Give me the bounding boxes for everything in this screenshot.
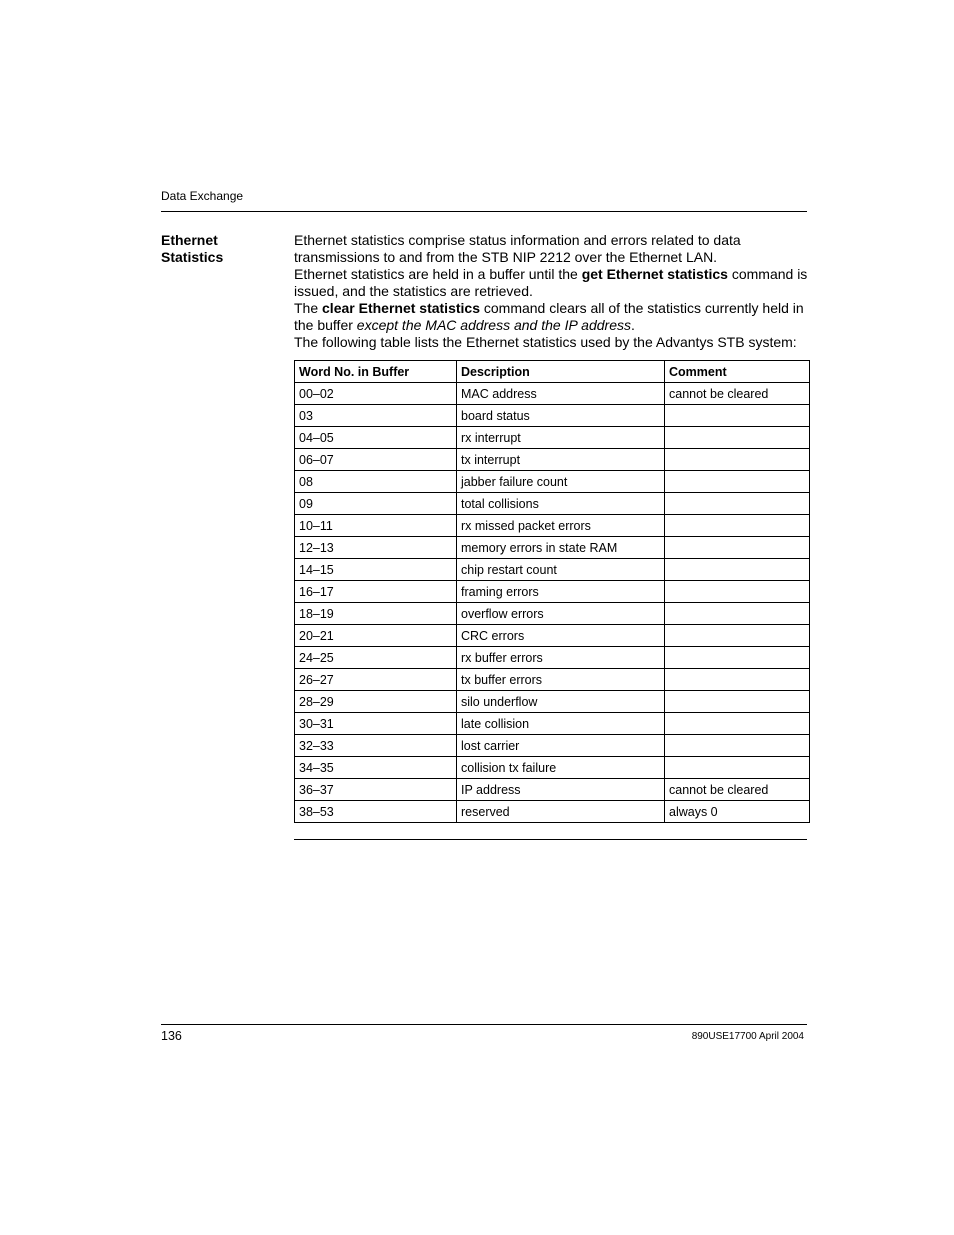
ethernet-statistics-table	[294, 360, 810, 823]
cell-comment: cannot be cleared	[665, 383, 810, 405]
table-row	[295, 427, 810, 449]
cell-comment	[665, 427, 810, 449]
column-header-description: Description	[457, 361, 665, 383]
cell-comment	[665, 603, 810, 625]
cell-description: framing errors	[457, 581, 665, 603]
table-row	[295, 757, 810, 779]
table-row	[295, 625, 810, 647]
table-row	[295, 713, 810, 735]
cell-word-no: 24–25	[295, 647, 457, 669]
table-row	[295, 779, 810, 801]
table-row	[295, 559, 810, 581]
table-row	[295, 449, 810, 471]
column-header-comment: Comment	[665, 361, 810, 383]
cell-word-no: 14–15	[295, 559, 457, 581]
cell-word-no: 28–29	[295, 691, 457, 713]
body-text	[294, 232, 809, 351]
section-heading	[161, 232, 281, 266]
paragraph-3-text-b: command clears all of the statistics currently held in the buffer	[294, 300, 804, 333]
cell-word-no: 16–17	[295, 581, 457, 603]
cell-word-no: 08	[295, 471, 457, 493]
table-row	[295, 581, 810, 603]
cell-description: reserved	[457, 801, 665, 823]
cell-comment	[665, 757, 810, 779]
paragraph-3	[294, 300, 809, 334]
cell-comment	[665, 537, 810, 559]
cell-description: overflow errors	[457, 603, 665, 625]
cell-description: rx interrupt	[457, 427, 665, 449]
cell-word-no: 00–02	[295, 383, 457, 405]
cell-comment: always 0	[665, 801, 810, 823]
cell-comment	[665, 581, 810, 603]
document-reference: 890USE17700 April 2004	[691, 1031, 804, 1042]
cell-description: collision tx failure	[457, 757, 665, 779]
cell-comment	[665, 493, 810, 515]
cell-description: chip restart count	[457, 559, 665, 581]
cell-comment	[665, 471, 810, 493]
table-row	[295, 493, 810, 515]
paragraph-4: The following table lists the Ethernet statistics used by the Advantys STB system:	[294, 334, 797, 350]
table-row	[295, 603, 810, 625]
table-row	[295, 405, 810, 427]
cell-description: lost carrier	[457, 735, 665, 757]
cell-word-no: 34–35	[295, 757, 457, 779]
paragraph-3-text-c: .	[631, 317, 635, 333]
cell-description: rx missed packet errors	[457, 515, 665, 537]
paragraph-1: Ethernet statistics comprise status information and errors related to data transmissions to and from the STB NIP 2212 over the Ethernet LAN.	[294, 232, 741, 265]
cell-word-no: 20–21	[295, 625, 457, 647]
table-row	[295, 471, 810, 493]
cell-description: jabber failure count	[457, 471, 665, 493]
command-get-ethernet-statistics: get Ethernet statistics	[581, 266, 728, 282]
table-body	[295, 383, 810, 823]
cell-word-no: 30–31	[295, 713, 457, 735]
cell-description: late collision	[457, 713, 665, 735]
paragraph-2	[294, 266, 809, 300]
table-row	[295, 669, 810, 691]
paragraph-2-text-a: Ethernet statistics are held in a buffer until the	[294, 266, 582, 282]
cell-comment	[665, 735, 810, 757]
cell-word-no: 10–11	[295, 515, 457, 537]
cell-description: total collisions	[457, 493, 665, 515]
cell-word-no: 04–05	[295, 427, 457, 449]
cell-comment	[665, 559, 810, 581]
cell-comment	[665, 647, 810, 669]
cell-description: MAC address	[457, 383, 665, 405]
section-end-rule	[294, 839, 807, 840]
cell-word-no: 09	[295, 493, 457, 515]
table-row	[295, 735, 810, 757]
cell-word-no: 06–07	[295, 449, 457, 471]
table-row	[295, 383, 810, 405]
cell-description: CRC errors	[457, 625, 665, 647]
table-row	[295, 515, 810, 537]
cell-description: tx interrupt	[457, 449, 665, 471]
cell-description: tx buffer errors	[457, 669, 665, 691]
cell-word-no: 18–19	[295, 603, 457, 625]
cell-comment	[665, 713, 810, 735]
cell-comment	[665, 691, 810, 713]
paragraph-3-text-a: The	[294, 300, 323, 316]
table-row	[295, 801, 810, 823]
cell-comment	[665, 449, 810, 471]
cell-comment	[665, 515, 810, 537]
cell-word-no: 36–37	[295, 779, 457, 801]
cell-description: memory errors in state RAM	[457, 537, 665, 559]
table-header-row	[295, 361, 810, 383]
table-row	[295, 647, 810, 669]
section-heading-line-1: Ethernet	[161, 232, 218, 248]
cell-description: board status	[457, 405, 665, 427]
section-heading-line-2: Statistics	[161, 249, 224, 265]
footer-rule	[161, 1024, 807, 1025]
cell-word-no: 12–13	[295, 537, 457, 559]
command-clear-ethernet-statistics: clear Ethernet statistics	[322, 300, 480, 316]
paragraph-2-text-b: command is issued, and the statistics are retrieved.	[294, 266, 808, 299]
cell-description: rx buffer errors	[457, 647, 665, 669]
cell-word-no: 38–53	[295, 801, 457, 823]
cell-comment	[665, 669, 810, 691]
cell-comment	[665, 625, 810, 647]
running-header: Data Exchange	[161, 189, 244, 203]
table-row	[295, 537, 810, 559]
header-rule	[161, 211, 807, 212]
cell-word-no: 32–33	[295, 735, 457, 757]
cell-word-no: 26–27	[295, 669, 457, 691]
cell-comment	[665, 405, 810, 427]
paragraph-3-emphasis: except the MAC address and the IP address	[356, 317, 631, 333]
page-number: 136	[161, 1029, 182, 1043]
cell-comment: cannot be cleared	[665, 779, 810, 801]
cell-description: silo underflow	[457, 691, 665, 713]
table-row	[295, 691, 810, 713]
cell-description: IP address	[457, 779, 665, 801]
column-header-word-no: Word No. in Buffer	[295, 361, 457, 383]
cell-word-no: 03	[295, 405, 457, 427]
